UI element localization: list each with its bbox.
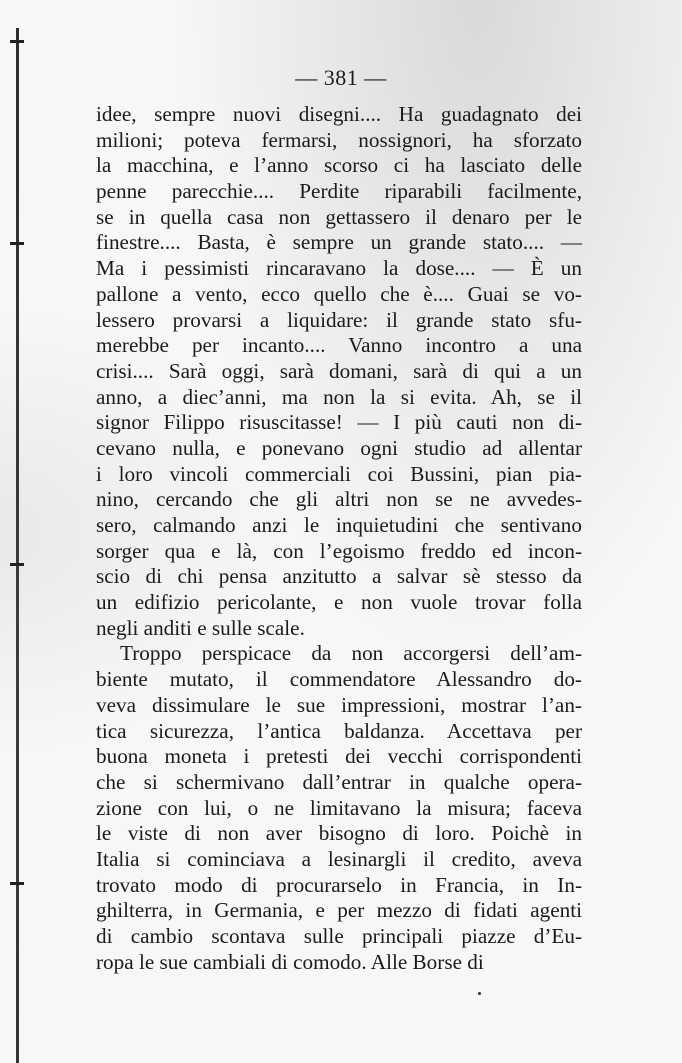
text-line: finestre.... Basta, è sempre un grande stato.... —	[96, 230, 582, 255]
binding-mark	[10, 563, 24, 566]
body-text	[96, 102, 582, 975]
text-line: le viste di non aver bisogno di loro. Poichè in	[96, 821, 582, 846]
text-line: ghilterra, in Germania, e per mezzo di fidati agenti	[96, 898, 582, 923]
text-line: di cambio scontava sulle principali piazze d’Eu-	[96, 924, 582, 948]
text-line: lessero provarsi a liquidare: il grande stato sfu-	[96, 307, 582, 332]
text-line: veva dissimulare le sue impressioni, mostrar l’an-	[96, 692, 582, 717]
text-line: Italia si cominciava a lesinargli il credito, aveva	[96, 846, 582, 871]
text-line: che si schermivano dall’entrar in qualche opera-	[96, 769, 582, 794]
text-line: tica sicurezza, l’antica baldanza. Accettava per	[96, 718, 582, 743]
text-line: trovato modo di procurarselo in Francia, in In-	[96, 872, 582, 897]
text-line: nino, cercando che gli altri non se ne avvedes-	[96, 487, 582, 512]
text-line: i loro vincoli commerciali coi Bussini, pian pia-	[96, 461, 582, 486]
text-line: scio di chi pensa anzitutto a salvar sè stesso da	[96, 564, 582, 589]
text-line: crisi.... Sarà oggi, sarà domani, sarà di qui a un	[96, 358, 582, 383]
text-line: negli anditi e sulle scale.	[96, 615, 305, 640]
text-line: se in quella casa non gettassero il denaro per le	[96, 204, 582, 229]
text-line: penne parecchie.... Perdite riparabili facilmente,	[96, 179, 582, 204]
text-line: milioni; poteva fermarsi, nossignori, ha sforzato	[96, 127, 582, 152]
text-line: sorger qua e là, con l’egoismo freddo ed incon-	[96, 538, 582, 563]
text-line: zione con lui, o ne limitavano la misura; faceva	[96, 795, 582, 820]
binding-edge	[16, 28, 19, 1063]
binding-mark	[10, 40, 24, 43]
text-line: pallone a vento, ecco quello che è.... Guai se vo-	[96, 281, 582, 306]
text-line: un edifizio pericolante, e non vuole trovar folla	[96, 590, 582, 615]
text-line: biente mutato, il commendatore Alessandro do-	[96, 667, 582, 692]
text-line: ropa le sue cambiali di comodo. Alle Borse di	[96, 949, 484, 974]
text-line: idee, sempre nuovi disegni.... Ha guadagnato dei	[96, 102, 582, 126]
text-line: merebbe per incanto.... Vanno incontro a una	[96, 333, 582, 358]
paper-speck	[478, 992, 481, 995]
text-line: buona moneta i pretesti dei vecchi corrispondenti	[96, 744, 582, 769]
text-line: anno, a diec’anni, ma non la si evita. Ah, se il	[96, 384, 582, 409]
text-line: Ma i pessimisti rincaravano la dose.... — È un	[96, 256, 582, 281]
binding-mark	[10, 242, 24, 245]
text-line: sero, calmando anzi le inquietudini che sentivano	[96, 513, 582, 537]
text-line: cevano nulla, e ponevano ogni studio ad allentar	[96, 435, 582, 460]
text-line: signor Filippo risuscitasse! — I più cauti non di-	[96, 410, 582, 435]
text-line: la macchina, e l’anno scorso ci ha lasciato delle	[96, 153, 582, 178]
binding-mark	[10, 882, 24, 885]
page-number-header: — 381 —	[295, 65, 387, 90]
text-line: Troppo perspicace da non accorgersi dell’am-	[120, 641, 582, 666]
